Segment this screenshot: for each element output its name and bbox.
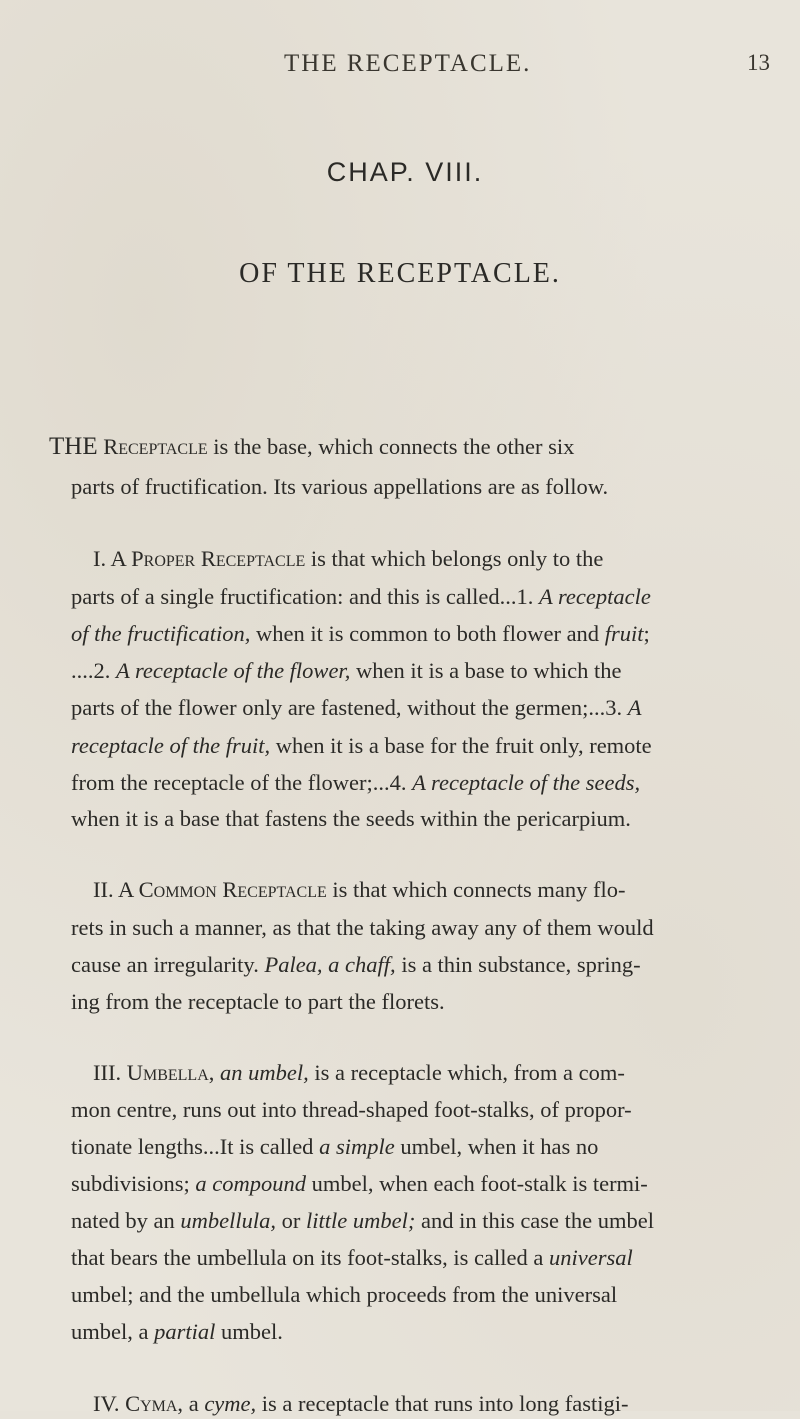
section-1-line-2-a: parts of a single fructification: and this is called...1. [71,584,534,609]
section-3-line-6-a: that bears the umbellula on its foot-stalks, is called a [71,1245,544,1270]
section-1-line-4 [71,656,622,686]
section-1-line-6-italic: receptacle of the fruit, [71,733,271,758]
chapter-title: OF THE RECEPTACLE. [239,258,561,289]
section-3-line-2: mon centre, runs out into thread-shaped foot-stalks, of propor- [71,1097,632,1122]
section-3-line-1 [93,1058,625,1088]
running-head: THE RECEPTACLE. [284,50,532,77]
section-3-line-3-a: tionate lengths...It is called [71,1134,314,1159]
page-number: 13 [747,50,770,75]
section-1-line-7-italic: A receptacle of the seeds, [412,770,641,795]
section-1-line-3-c: ; [643,621,650,646]
intro-line-1-rest: is the base, which connects the other six [213,434,575,459]
section-2-line-1 [93,875,625,905]
section-2-line-3-italic: Palea, a chaff, [264,952,396,977]
section-4-term: Cyma, [125,1391,184,1416]
section-2-line-4: ing from the receptacle to part the florets. [71,989,445,1014]
section-1-line-4-italic: A receptacle of the flower, [116,658,351,683]
section-1-line-4-a: ....2. [71,658,111,683]
section-3-line-5-italic-2: little umbel; [305,1208,416,1233]
intro-line-1 [49,432,574,462]
section-1-line-7 [71,768,640,798]
chapter-number: CHAP. VIII. [326,157,484,187]
section-3-line-8-b: umbel. [221,1319,283,1344]
section-1-line-3 [71,619,650,649]
section-3-line-5 [71,1206,654,1236]
section-1-line-5 [71,693,641,723]
section-1-line-4-b: when it is a base to which the [355,658,622,683]
section-3-line-5-c: and in this case the umbel [420,1208,655,1233]
section-2-line-2: rets in such a manner, as that the taking away any of them would [71,915,654,940]
section-1-line-2-italic: A receptacle [539,584,651,609]
section-3-term: Umbella, [126,1060,215,1085]
section-2-line-3-a: cause an irregularity. [71,952,259,977]
section-3-line-1-italic: an umbel, [220,1060,309,1085]
section-2-term: Common Receptacle [138,877,327,902]
section-1-term: Proper Receptacle [131,546,306,571]
section-1-line-1-rest: is that which belongs only to the [310,546,604,571]
section-3-line-6-italic: universal [549,1245,633,1270]
section-3-line-1-rest: is a receptacle which, from a com- [314,1060,625,1085]
section-4-line-1-b: a [188,1391,199,1416]
section-3-line-3-italic: a simple [319,1134,395,1159]
intro-term: Receptacle [103,434,208,459]
section-1-line-8: when it is a base that fastens the seeds within the pericarpium. [71,806,631,831]
section-2-line-3 [71,950,641,980]
section-3-line-4-b: umbel, when each foot-stalk is termi- [311,1171,648,1196]
section-4-line-1 [93,1389,629,1419]
section-2-line-1-rest: is that which connects many flo- [332,877,626,902]
section-4-numeral: IV. [93,1391,120,1416]
section-1-line-6 [71,731,652,761]
section-2-numeral: II. A [93,877,134,902]
section-4-line-1-italic: cyme, [204,1391,257,1416]
section-3-line-3 [71,1132,598,1162]
section-1-line-5-italic: A [627,695,642,720]
section-3-line-3-b: umbel, when it has no [400,1134,599,1159]
section-1-line-2 [71,582,651,612]
section-3-line-4 [71,1169,648,1199]
section-1-line-3-italic: of the fructification, [71,621,251,646]
section-1-numeral: I. A [93,546,126,571]
section-3-numeral: III. [93,1060,122,1085]
section-3-line-4-italic: a compound [195,1171,307,1196]
section-3-line-6 [71,1243,633,1273]
section-1-line-3-b: when it is common to both flower and [255,621,600,646]
section-3-line-5-b: or [281,1208,301,1233]
section-3-line-7: umbel; and the umbellula which proceeds from the universal [71,1282,618,1307]
section-3-line-5-italic: umbellula, [180,1208,276,1233]
section-1-line-1 [93,544,603,574]
section-3-line-8-a: umbel, a [71,1319,149,1344]
section-1-line-5-a: parts of the flower only are fastened, without the germen;...3. [71,695,623,720]
section-1-line-3-italic-2: fruit [604,621,644,646]
intro-line-2: parts of fructification. Its various appellations are as follow. [71,474,609,499]
section-3-line-5-a: nated by an [71,1208,175,1233]
section-3-line-4-a: subdivisions; [71,1171,190,1196]
section-1-line-7-a: from the receptacle of the flower;...4. [71,770,407,795]
section-2-line-3-b: is a thin substance, spring- [401,952,641,977]
section-4-line-1-rest: is a receptacle that runs into long fastigi- [261,1391,629,1416]
section-3-line-8-italic: partial [154,1319,216,1344]
section-3-line-8 [71,1317,283,1347]
section-1-line-6-b: when it is a base for the fruit only, remote [275,733,652,758]
intro-lead: THE [49,433,98,460]
